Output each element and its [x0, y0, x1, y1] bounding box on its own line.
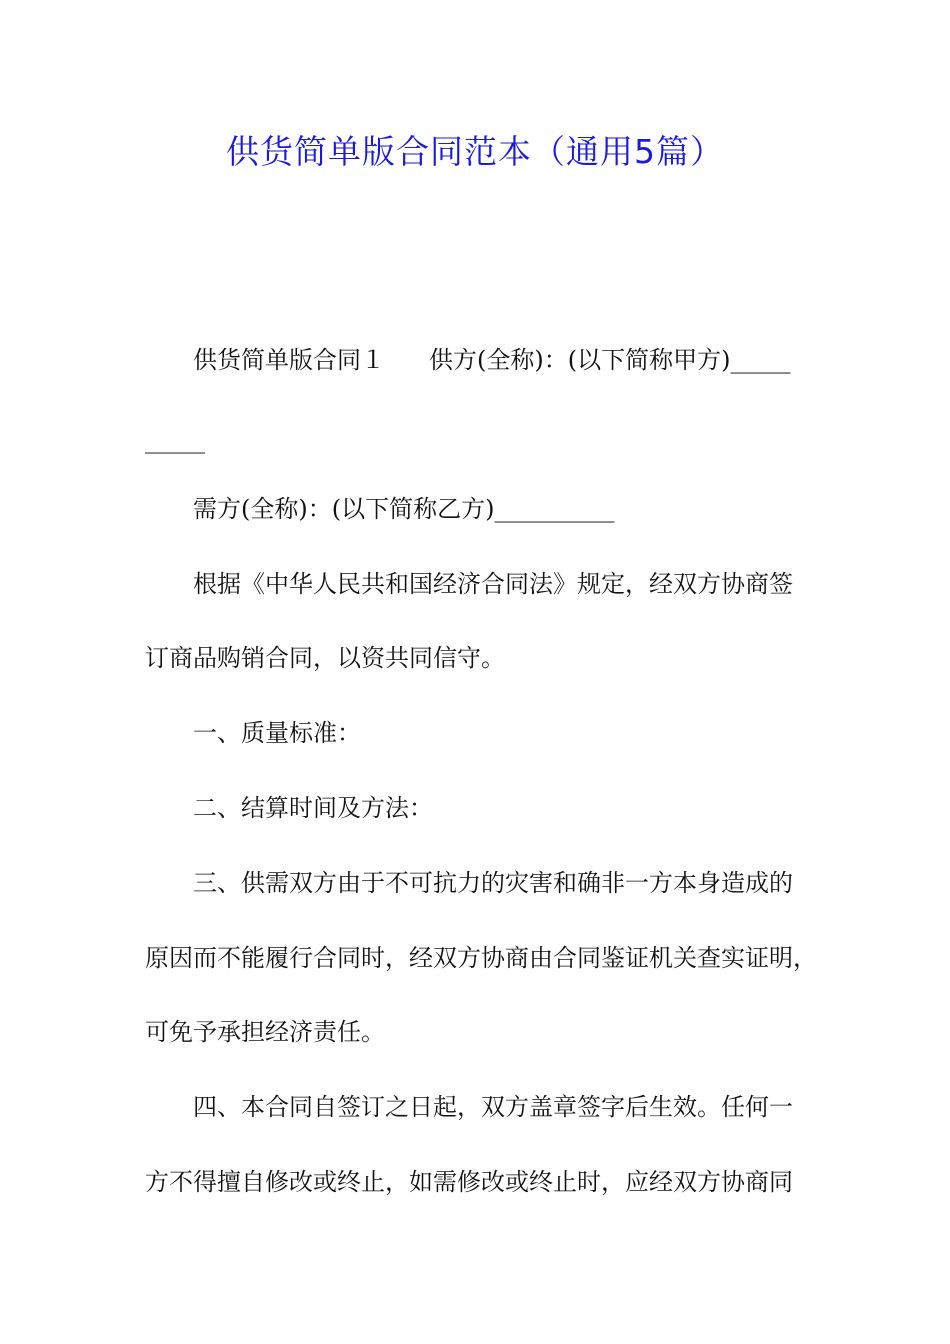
paragraph-line-11: 四、本合同自签订之日起，双方盖章签字后生效。任何一	[193, 1093, 793, 1121]
paragraph-line-3: 需方(全称)：(以下简称乙方)__________	[193, 495, 615, 523]
paragraph-line-1	[145, 340, 863, 380]
paragraph-line-10: 可免予承担经济责任。	[145, 1018, 385, 1046]
paragraph-line-5: 订商品购销合同，以资共同信守。	[145, 644, 505, 672]
document-title: 供货简单版合同范本（通用5篇）	[226, 132, 724, 171]
paragraph-line-9: 原因而不能履行合同时，经双方协商由合同鉴证机关查实证明，	[145, 944, 817, 972]
supplier-field: 供方(全称)：(以下简称甲方)_____	[429, 346, 791, 374]
paragraph-line-2: _____	[145, 426, 205, 454]
paragraph-line-4: 根据《中华人民共和国经济合同法》规定，经双方协商签	[193, 570, 793, 598]
paragraph-line-8: 三、供需双方由于不可抗力的灾害和确非一方本身造成的	[193, 869, 793, 897]
paragraph-line-7: 二、结算时间及方法：	[193, 794, 433, 822]
paragraph-line-12: 方不得擅自修改或终止，如需修改或终止时，应经双方协商同	[145, 1168, 793, 1196]
contract-heading: 供货简单版合同１	[193, 346, 385, 374]
paragraph-line-6: 一、质量标准：	[193, 719, 361, 747]
